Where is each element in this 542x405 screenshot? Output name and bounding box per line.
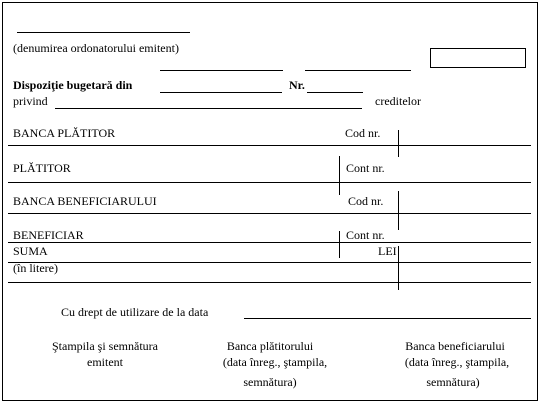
payer-account-divider xyxy=(339,156,340,195)
title-prefix: Dispoziţie bugetară din xyxy=(13,78,133,92)
issuer-signature-title: Ştampila şi semnătura xyxy=(52,339,158,353)
payer-line[interactable] xyxy=(8,182,531,183)
payer-bank-signature-note: semnătura) xyxy=(243,375,297,389)
issuer-signature-subtitle: emitent xyxy=(87,355,123,369)
payer-account-label: Cont nr. xyxy=(346,161,385,175)
usage-date-line[interactable] xyxy=(244,318,531,319)
beneficiary-bank-code-label: Cod nr. xyxy=(348,194,384,208)
payer-bank-code-divider xyxy=(398,130,399,157)
amount-line[interactable] xyxy=(8,262,531,263)
amount-in-words-label: (în litere) xyxy=(13,261,58,275)
payer-bank-line[interactable] xyxy=(8,145,531,146)
amount-label: SUMA xyxy=(13,244,48,258)
beneficiary-bank-line[interactable] xyxy=(8,213,531,214)
amount-divider xyxy=(398,246,399,290)
title-nr-underline[interactable] xyxy=(307,92,363,93)
beneficiary-bank-signature-note: semnătura) xyxy=(426,375,480,389)
beneficiary-label: BENEFICIAR xyxy=(13,228,84,242)
privind-label: privind xyxy=(13,94,48,108)
beneficiary-account-divider xyxy=(339,231,340,258)
issuer-caption: (denumirea ordonatorului emitent) xyxy=(13,41,179,55)
amount-words-line[interactable] xyxy=(8,282,531,283)
document-number-box[interactable] xyxy=(430,48,526,68)
beneficiary-bank-signature-subtitle: (data înreg., ştampila, xyxy=(404,355,510,369)
creditors-label: creditelor xyxy=(375,94,421,108)
issuer-name-line[interactable] xyxy=(17,32,190,33)
beneficiary-bank-label: BANCA BENEFICIARULUI xyxy=(13,194,157,208)
payer-bank-signature-title: Banca plătitorului xyxy=(226,339,314,353)
title-nr-label: Nr. xyxy=(289,78,305,92)
beneficiary-bank-signature-title: Banca beneficiarului xyxy=(405,339,505,353)
beneficiary-line[interactable] xyxy=(8,242,531,243)
beneficiary-account-label: Cont nr. xyxy=(346,228,385,242)
beneficiary-bank-code-divider xyxy=(398,191,399,230)
privind-line[interactable] xyxy=(55,108,362,109)
payer-bank-signature-subtitle: (data înreg., ştampila, xyxy=(222,355,328,369)
usage-date-label: Cu drept de utilizare de la data xyxy=(61,305,209,319)
date-line[interactable] xyxy=(160,70,283,71)
amount-currency-label: LEI xyxy=(378,244,397,258)
number-line[interactable] xyxy=(305,70,411,71)
payer-bank-code-label: Cod nr. xyxy=(345,126,381,140)
title-date-underline[interactable] xyxy=(160,92,282,93)
payer-label: PLĂTITOR xyxy=(13,161,71,175)
payer-bank-label: BANCA PLĂTITOR xyxy=(13,126,116,140)
